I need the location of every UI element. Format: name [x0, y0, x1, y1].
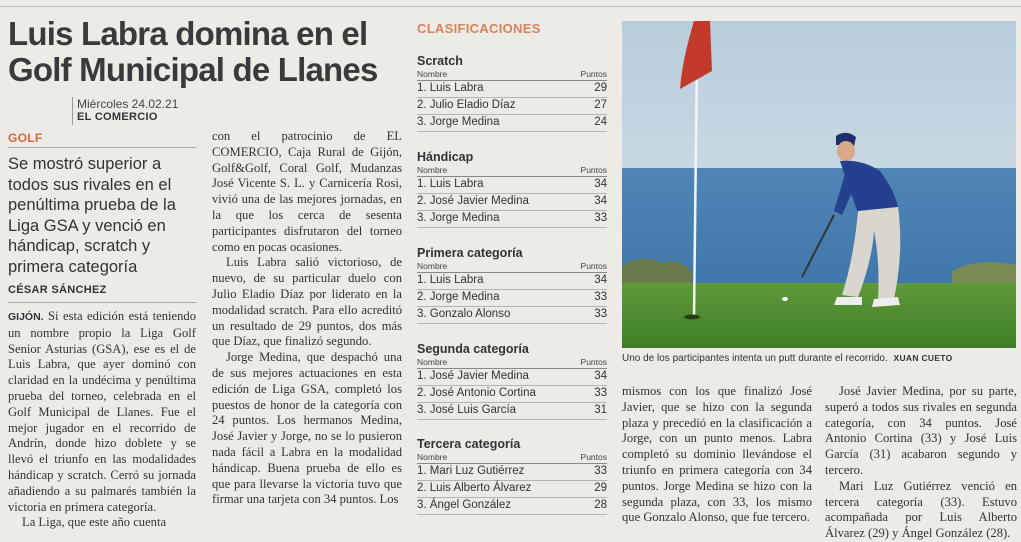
body-paragraph: [8, 309, 196, 515]
table-row: [417, 194, 607, 211]
photo-credit: XUAN CUETO: [893, 353, 953, 363]
body-paragraph: con el patrocinio de EL COMERCIO, Caja Rural de Gijón, Golf&Golf, Coral Golf, Mudanzas José Vicente S. L. y Carnicería Rosi, vivió una de las mejores jornadas, en la que los cerca de sesenta participantes disfrutaron del torneo como en pocas ocasiones.: [212, 129, 402, 254]
golf-photo-illustration: [622, 21, 1016, 348]
player-name: 3. Jorge Medina: [417, 116, 500, 128]
header-points: Puntos: [580, 261, 607, 271]
classifications-title: CLASIFICACIONES: [417, 21, 541, 36]
dateline-city: GIJÓN.: [8, 311, 44, 323]
player-points: 34: [594, 195, 607, 207]
classification-table-scratch: [417, 54, 607, 132]
table-header: [417, 452, 607, 464]
table-row: [417, 115, 607, 132]
top-rule: [0, 6, 1021, 7]
player-name: 2. José Javier Medina: [417, 195, 529, 207]
player-points: 29: [594, 82, 607, 94]
player-name: 3. Gonzalo Alonso: [417, 308, 511, 320]
header-points: Puntos: [580, 165, 607, 175]
dateline: [72, 97, 197, 125]
classification-table-primera: [417, 246, 607, 324]
player-points: 24: [594, 116, 607, 128]
publication-date: Miércoles 24.02.21: [77, 97, 179, 111]
player-points: 33: [594, 308, 607, 320]
player-name: 1. Mari Luz Gutiérrez: [417, 465, 525, 477]
headline: Luis Labra domina en el Golf Municipal de Llanes: [8, 15, 378, 88]
hole: [684, 315, 700, 320]
player-name: 1. Luis Labra: [417, 82, 484, 94]
player-points: 33: [594, 387, 607, 399]
player-points: 27: [594, 99, 607, 111]
publication-name: EL COMERCIO: [77, 111, 158, 123]
table-row: [417, 177, 607, 194]
table-row: [417, 211, 607, 228]
player-name: 2. José Antonio Cortina: [417, 387, 536, 399]
classification-table-handicap: [417, 150, 607, 228]
section-divider: [8, 147, 196, 148]
body-column-2: [212, 129, 402, 508]
player-name: 3. José Luis García: [417, 404, 517, 416]
player-points: 28: [594, 499, 607, 511]
table-row: [417, 481, 607, 498]
player-name: 1. José Javier Medina: [417, 370, 529, 382]
header-name: Nombre: [417, 165, 448, 175]
category-name: Segunda categoría: [417, 342, 529, 356]
body-paragraph: mismos con los que finalizó José Javier, que se hizo con la segunda plaza y precedió en la clasificación a Jorge, con un punto menos. Labra completó su dominio llevándose el triunfo en primera categoría con 34 puntos. Jorge Medina se hizo con la segunda plaza, con 33, los mismo que Gonzalo Alonso, que fue tercero.: [622, 384, 812, 525]
classification-table-tercera: [417, 437, 607, 515]
table-header: [417, 165, 607, 177]
table-row: [417, 369, 607, 386]
player-points: 33: [594, 291, 607, 303]
category-name: Scratch: [417, 54, 463, 68]
body-paragraph: Jorge Medina, que despachó una de sus mejores actuaciones en esta edición de Liga GSA, completó los puestos de honor de la categoría con 24 puntos. Los hermanos Medina, José Javier y Jorge, no se lo pusieron nada fácil a Labra en la modalidad hándicap. Buena prueba de ello es que para llevarse la victoria tuvo que firmar una tarjeta con 34 puntos. Los: [212, 350, 402, 507]
table-header: [417, 357, 607, 369]
player-name: 2. Julio Eladio Díaz: [417, 99, 516, 111]
body-paragraph: José Javier Medina, por su parte, superó a todos sus rivales en segunda categoría, con 34 puntos. José Antonio Cortina (33) y José Luis García (31) acabaron segundo y tercero.: [825, 384, 1017, 477]
ball: [782, 297, 788, 301]
body-text: Si esta edición está teniendo un nombre propio la Liga Golf Senior Asturias (GSA), ese es el de Luis Labra, que ayer dominó con claridad en la undécima y penúltima prueba del torneo, celebrada en el Golf Municipal de Llanes. Fue el mejor jugador en el recorrido de Andrín, donde hizo doblete y se llevó el triunfo en las modalidades hándicap y scratch. Cerró su jornada añadiendo a su palmarés también la victoria en primera categoría.: [8, 309, 196, 514]
table-row: [417, 81, 607, 98]
table-header: [417, 69, 607, 81]
player-points: 34: [594, 178, 607, 190]
caption-text: Uno de los participantes intenta un putt durante el recorrido.: [622, 353, 888, 364]
table-row: [417, 386, 607, 403]
classification-table-segunda: [417, 342, 607, 420]
body-column-1: [8, 309, 196, 531]
green: [622, 283, 1016, 348]
table-row: [417, 273, 607, 290]
player-points: 34: [594, 370, 607, 382]
category-name: Tercera categoría: [417, 437, 521, 451]
player-name: 1. Luis Labra: [417, 178, 484, 190]
table-row: [417, 464, 607, 481]
body-column-4: [825, 384, 1017, 542]
table-row: [417, 98, 607, 115]
player-points: 33: [594, 212, 607, 224]
header-points: Puntos: [580, 357, 607, 367]
table-row: [417, 403, 607, 420]
player-name: 3. Ángel González: [417, 499, 511, 511]
table-row: [417, 307, 607, 324]
header-name: Nombre: [417, 357, 448, 367]
player-points: 33: [594, 465, 607, 477]
header-name: Nombre: [417, 261, 448, 271]
player-points: 31: [594, 404, 607, 416]
body-paragraph: La Liga, que este año cuenta: [22, 515, 167, 530]
article-deck: Se mostró superior a todos sus rivales en el penúltima prueba de la Liga GSA y venció en hándicap, scratch y primera categoría: [8, 155, 176, 276]
player-points: 29: [594, 482, 607, 494]
sky: [622, 21, 1016, 171]
category-name: Hándicap: [417, 150, 474, 164]
table-row: [417, 498, 607, 515]
body-paragraph: Luis Labra salió victorioso, de nuevo, de su particular duelo con Julio Eladio Díaz por liderato en la modalidad scratch. Para ello acreditó un resultado de 29 puntos, dos más que Díaz, que finalizó segundo.: [212, 255, 402, 349]
byline: CÉSAR SÁNCHEZ: [8, 284, 196, 303]
body-paragraph: Mari Luz Gutiérrez venció en tercera categoría (33). Estuvo acompañada por Luis Alberto Álvarez (29) y Ángel González (28).: [825, 478, 1017, 541]
player-name: 2. Jorge Medina: [417, 291, 500, 303]
table-header: [417, 261, 607, 273]
header-name: Nombre: [417, 69, 448, 79]
player-name: 3. Jorge Medina: [417, 212, 500, 224]
header-points: Puntos: [580, 452, 607, 462]
body-column-3: [622, 384, 812, 526]
player-points: 34: [594, 274, 607, 286]
category-name: Primera categoría: [417, 246, 523, 260]
header-points: Puntos: [580, 69, 607, 79]
header-name: Nombre: [417, 452, 448, 462]
player-name: 2. Luis Alberto Álvarez: [417, 482, 532, 494]
table-row: [417, 290, 607, 307]
photo-caption: [622, 353, 1016, 364]
player-name: 1. Luis Labra: [417, 274, 484, 286]
section-label: GOLF: [8, 131, 43, 145]
golf-photo: [622, 21, 1016, 348]
